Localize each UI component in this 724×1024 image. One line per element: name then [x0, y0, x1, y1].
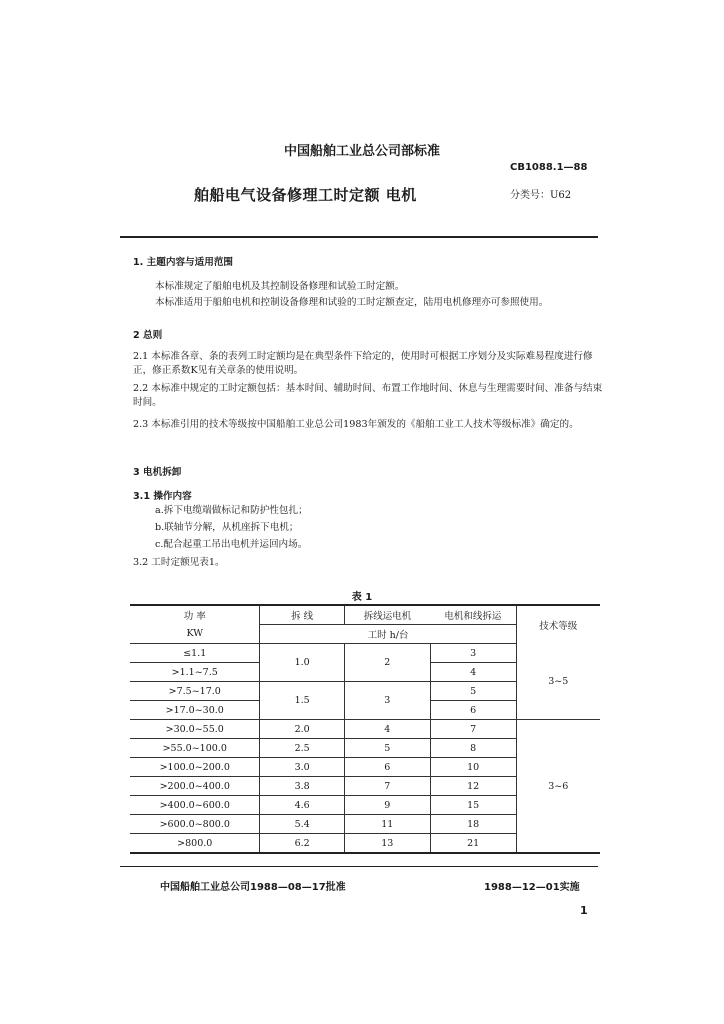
motor-transport-cell: 5: [430, 682, 516, 701]
table-caption: 表 1: [351, 592, 373, 603]
section-2-heading: 2 总则: [133, 330, 163, 341]
disconnect-cell: 3.0: [260, 758, 344, 777]
power-cell: >30.0~55.0: [130, 720, 260, 739]
section-1-paragraph-2: 本标准适用于船舶电机和控制设备修理和试验的工时定额查定，陆用电机修理亦可参照使用。: [155, 297, 549, 308]
disconnect-transport-cell: 4: [344, 720, 430, 739]
grade-cell: 3~6: [516, 720, 600, 854]
header-units: 工时 h/台: [260, 625, 516, 644]
work-hours-table: [130, 604, 600, 854]
disconnect-transport-cell: 13: [344, 834, 430, 854]
power-cell: >55.0~100.0: [130, 739, 260, 758]
organization-name: 中国船舶工业总公司部标准: [283, 144, 440, 159]
disconnect-cell: 5.4: [260, 815, 344, 834]
header-disconnect-transport: 拆线运电机: [344, 605, 430, 625]
disconnect-transport-cell: 7: [344, 777, 430, 796]
disconnect-cell: 2.5: [260, 739, 344, 758]
grade-cell: 3~5: [516, 644, 600, 720]
disconnect-transport-cell: 9: [344, 796, 430, 815]
motor-transport-cell: 7: [430, 720, 516, 739]
power-cell: ≤1.1: [130, 644, 260, 663]
motor-transport-cell: 8: [430, 739, 516, 758]
motor-transport-cell: 21: [430, 834, 516, 854]
power-cell: >800.0: [130, 834, 260, 854]
motor-transport-cell: 3: [430, 644, 516, 663]
section-3-1-item-a: a.拆下电缆端做标记和防护性包扎；: [155, 505, 308, 516]
section-2-2: 2.2 本标准中规定的工时定额包括：基本时间、辅助时间、布置工作地时间、休息与生理需要时间、准备与结束时间。: [133, 383, 603, 408]
page-number: 1: [580, 904, 588, 917]
header-power: 功 率: [130, 605, 260, 625]
disconnect-cell: 4.6: [260, 796, 344, 815]
disconnect-transport-cell: 2: [344, 644, 430, 682]
power-cell: >100.0~200.0: [130, 758, 260, 777]
approval-date: 中国船舶工业总公司1988—08—17批准: [160, 882, 346, 893]
disconnect-cell: 2.0: [260, 720, 344, 739]
header-motor-transport: 电机和线拆运: [430, 605, 516, 625]
header-grade: 技术等级: [516, 605, 600, 644]
motor-transport-cell: 15: [430, 796, 516, 815]
header-unit: KW: [130, 625, 260, 644]
power-cell: >200.0~400.0: [130, 777, 260, 796]
power-cell: >1.1~7.5: [130, 663, 260, 682]
section-3-1-item-c: c.配合起重工吊出电机并运回内场。: [155, 539, 308, 550]
motor-transport-cell: 18: [430, 815, 516, 834]
motor-transport-cell: 6: [430, 701, 516, 720]
section-1-heading: 1. 主题内容与适用范围: [133, 257, 234, 268]
header-rule: [120, 236, 598, 238]
standard-code: CB1088.1—88: [510, 162, 588, 173]
motor-transport-cell: 10: [430, 758, 516, 777]
section-2-1: 2.1 本标准各章、条的表列工时定额均是在典型条件下给定的，使用时可根据工序划分及实际难易程度进行修正，修正系数K见有关章条的使用说明。: [133, 351, 593, 376]
disconnect-cell: 3.8: [260, 777, 344, 796]
power-cell: >400.0~600.0: [130, 796, 260, 815]
section-3-2: 3.2 工时定额见表1。: [133, 557, 225, 568]
power-cell: >7.5~17.0: [130, 682, 260, 701]
motor-transport-cell: 12: [430, 777, 516, 796]
section-3-heading: 3 电机拆卸: [133, 467, 182, 478]
disconnect-cell: 1.0: [260, 644, 344, 682]
section-2-3: 2.3 本标准引用的技术等级按中国船舶工业总公司1983年颁发的《船舶工业工人技术等级标准》确定的。: [133, 419, 579, 430]
section-3-1-heading: 3.1 操作内容: [133, 491, 192, 502]
disconnect-transport-cell: 5: [344, 739, 430, 758]
table-row: [130, 720, 600, 739]
document-title: 舶船电气设备修理工时定额 电机: [194, 186, 417, 204]
classification-number: 分类号：U62: [510, 190, 572, 201]
disconnect-transport-cell: 3: [344, 682, 430, 720]
disconnect-cell: 6.2: [260, 834, 344, 854]
power-cell: >600.0~800.0: [130, 815, 260, 834]
motor-transport-cell: 4: [430, 663, 516, 682]
disconnect-transport-cell: 6: [344, 758, 430, 777]
section-1-paragraph-1: 本标准规定了船舶电机及其控制设备修理和试验工时定额。: [155, 281, 405, 292]
header-disconnect: 拆 线: [260, 605, 344, 625]
disconnect-transport-cell: 11: [344, 815, 430, 834]
section-3-1-item-b: b.联轴节分解，从机座拆下电机；: [155, 522, 299, 533]
power-cell: >17.0~30.0: [130, 701, 260, 720]
effective-date: 1988—12—01实施: [484, 882, 580, 893]
table-row: [130, 644, 600, 663]
footer-rule: [120, 866, 598, 867]
disconnect-cell: 1.5: [260, 682, 344, 720]
